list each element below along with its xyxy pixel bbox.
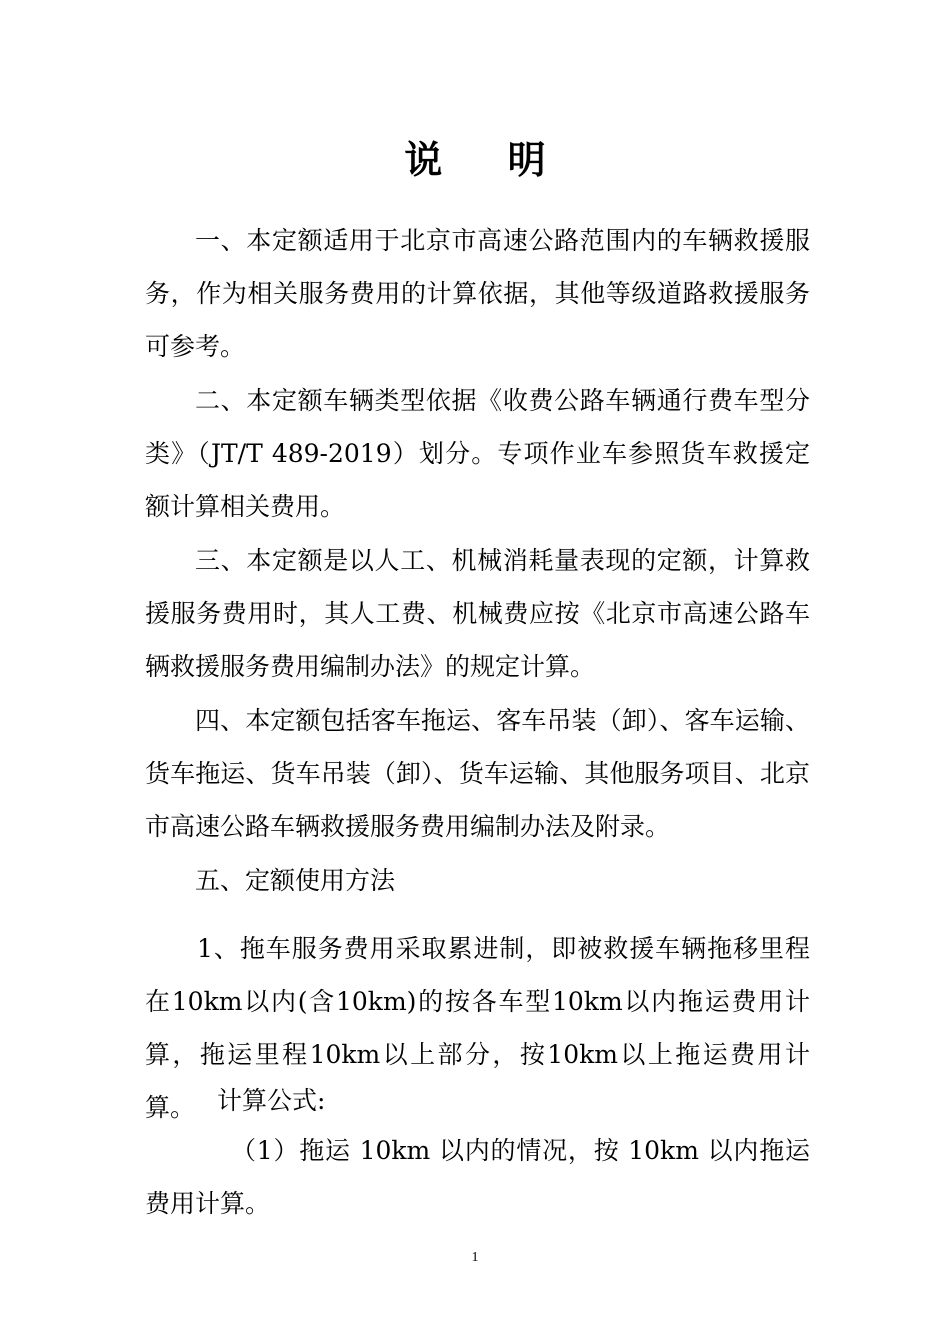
paragraph-4: 四、本定额包括客车拖运、客车吊装（卸）、客车运输、货车拖运、货车吊装（卸）、货车运输、其他服务项目、北京市高速公路车辆救援服务费用编制办法及附录。 (145, 706, 810, 841)
formula-label: 计算公式: (217, 1086, 326, 1115)
section-heading-usage: 五、定额使用方法 (195, 866, 396, 895)
page-number: 1 (471, 1250, 479, 1265)
document-title: 说 明 (404, 137, 572, 182)
paragraph-3: 三、本定额是以人工、机械消耗量表现的定额，计算救援服务费用时，其人工费、机械费应按《北京市高速公路车辆救援服务费用编制办法》的规定计算。 (145, 546, 810, 681)
paragraph-subitem-1: （1）拖运 10km 以内的情况，按 10km 以内拖运费用计算。 (145, 1136, 810, 1218)
paragraph-2: 二、本定额车辆类型依据《收费公路车辆通行费车型分类》（JT/T 489-2019）划分。专项作业车参照货车救援定额计算相关费用。 (145, 386, 810, 521)
paragraph-item-1: 1、拖车服务费用采取累进制，即被救援车辆拖移里程在10km以内(含10km)的按各车型10km以内拖运费用计算，拖运里程10km以上部分，按10km以上拖运费用计算。 (145, 934, 810, 1122)
paragraph-1: 一、本定额适用于北京市高速公路范围内的车辆救援服务，作为相关服务费用的计算依据，其他等级道路救援服务可参考。 (145, 226, 810, 361)
